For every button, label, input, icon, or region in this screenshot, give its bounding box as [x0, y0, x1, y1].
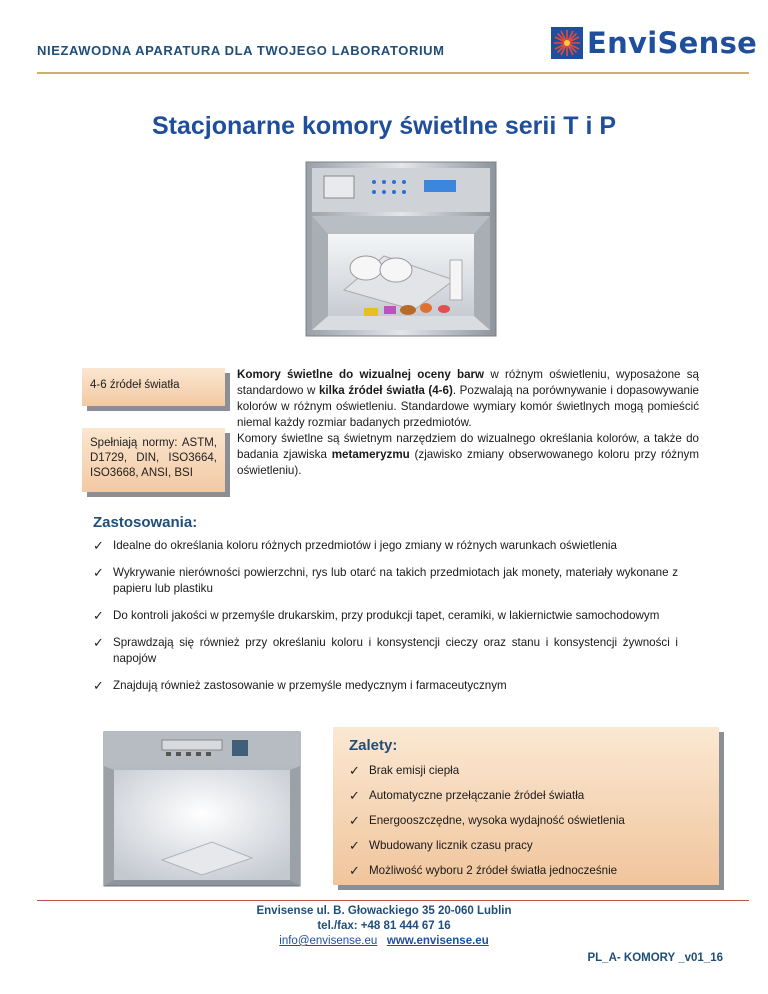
intro-text-2: . Pozwalają na porównywanie i dopasowywanie kolorów w różnym oświetleniu. Standardowe wymiary komór świetlnych mogą pomieścić niemal każdy rozmiar badanych przedmiotów. — [237, 384, 699, 429]
list-item-text: Idealne do określania koloru różnych przedmiotów i jego zmiany w różnych warunkach oświetlenia — [113, 539, 617, 552]
document-id: PL_A- KOMORY _v01_16 — [587, 952, 723, 964]
list-item-text: Sprawdzają się również przy określaniu koloru i konsystencji cieczy oraz stanu i konsystencji żywności i napojów — [113, 636, 678, 665]
applications-list — [93, 538, 678, 705]
list-item — [93, 608, 678, 624]
light-cabinet-photo — [304, 160, 498, 340]
list-item-text: Wbudowany licznik czasu pracy — [369, 839, 533, 852]
checkmark-icon: ✓ — [349, 788, 360, 803]
list-item — [93, 635, 678, 667]
checkmark-icon: ✓ — [93, 635, 104, 650]
advantages-list — [349, 763, 625, 888]
list-item — [349, 813, 625, 829]
footer-divider — [37, 900, 749, 901]
applications-heading: Zastosowania: — [93, 514, 198, 531]
intro-text — [237, 367, 699, 479]
intro-text-1: w różnym oświetleniu, wyposażone są standardowo w — [237, 368, 699, 397]
checkmark-icon: ✓ — [349, 763, 360, 778]
page-title: Stacjonarne komory świetlne serii T i P — [151, 112, 617, 140]
intro-text-3: Komory świetlne są świetnym narzędziem do wizualnego określania kolorów, a także do badania zjawiska — [237, 432, 699, 461]
checkmark-icon: ✓ — [93, 608, 104, 623]
header-tagline: NIEZAWODNA APARATURA DLA TWOJEGO LABORATORIUM — [37, 43, 445, 58]
intro-bold-2: kilka źródeł światła (4-6) — [318, 384, 453, 397]
checkmark-icon: ✓ — [93, 678, 104, 693]
list-item-text: Znajdują również zastosowanie w przemyśle medycznym i farmaceutycznym — [113, 679, 507, 692]
logo-text: EnviSense — [587, 26, 758, 60]
brand-logo[interactable] — [551, 26, 757, 60]
list-item — [349, 763, 625, 779]
light-cabinet-photo-2 — [102, 730, 302, 888]
list-item — [349, 863, 625, 879]
checkmark-icon: ✓ — [349, 863, 360, 878]
starburst-logo-icon — [551, 27, 583, 59]
footer-phone: tel./fax: +48 81 444 67 16 — [317, 920, 451, 932]
checkmark-icon: ✓ — [93, 538, 104, 553]
intro-bold-1: Komory świetlne do wizualnej oceny barw — [237, 368, 485, 381]
list-item-text: Do kontroli jakości w przemyśle drukarskim, przy produkcji tapet, ceramiki, w lakiernictwie samochodowym — [113, 609, 660, 622]
advantages-box — [333, 727, 719, 885]
intro-text-4: (zjawisko zmiany obserwowanego koloru przy różnym oświetleniu). — [237, 448, 699, 477]
footer — [0, 904, 768, 949]
list-item — [93, 565, 678, 597]
footer-website-link[interactable]: www.envisense.eu — [386, 935, 489, 947]
list-item — [93, 538, 678, 554]
list-item — [349, 838, 625, 854]
list-item-text: Automatyczne przełączanie źródeł światła — [369, 789, 585, 802]
standards-box: Spełniają normy: ASTM, D1729, DIN, ISO3664, ISO3668, ANSI, BSI — [82, 428, 225, 492]
footer-address: Envisense ul. B. Głowackiego 35 20-060 Lublin — [256, 905, 512, 917]
intro-bold-3: metameryzmu — [331, 448, 410, 461]
light-sources-box: 4-6 źródeł światła — [82, 368, 225, 406]
list-item — [349, 788, 625, 804]
footer-email-link[interactable]: info@envisense.eu — [279, 935, 378, 947]
list-item-text: Energooszczędne, wysoka wydajność oświetlenia — [369, 814, 625, 827]
checkmark-icon: ✓ — [349, 838, 360, 853]
list-item-text: Możliwość wyboru 2 źródeł światła jednocześnie — [369, 864, 618, 877]
advantages-heading: Zalety: — [349, 737, 398, 754]
checkmark-icon: ✓ — [93, 565, 104, 580]
list-item — [93, 678, 678, 694]
header-divider — [37, 72, 749, 74]
list-item-text: Wykrywanie nierówności powierzchni, rys lub otarć na takich przedmiotach jak monety, materiały wykonane z papieru lub plastiku — [113, 566, 678, 595]
checkmark-icon: ✓ — [349, 813, 360, 828]
list-item-text: Brak emisji ciepła — [369, 764, 460, 777]
